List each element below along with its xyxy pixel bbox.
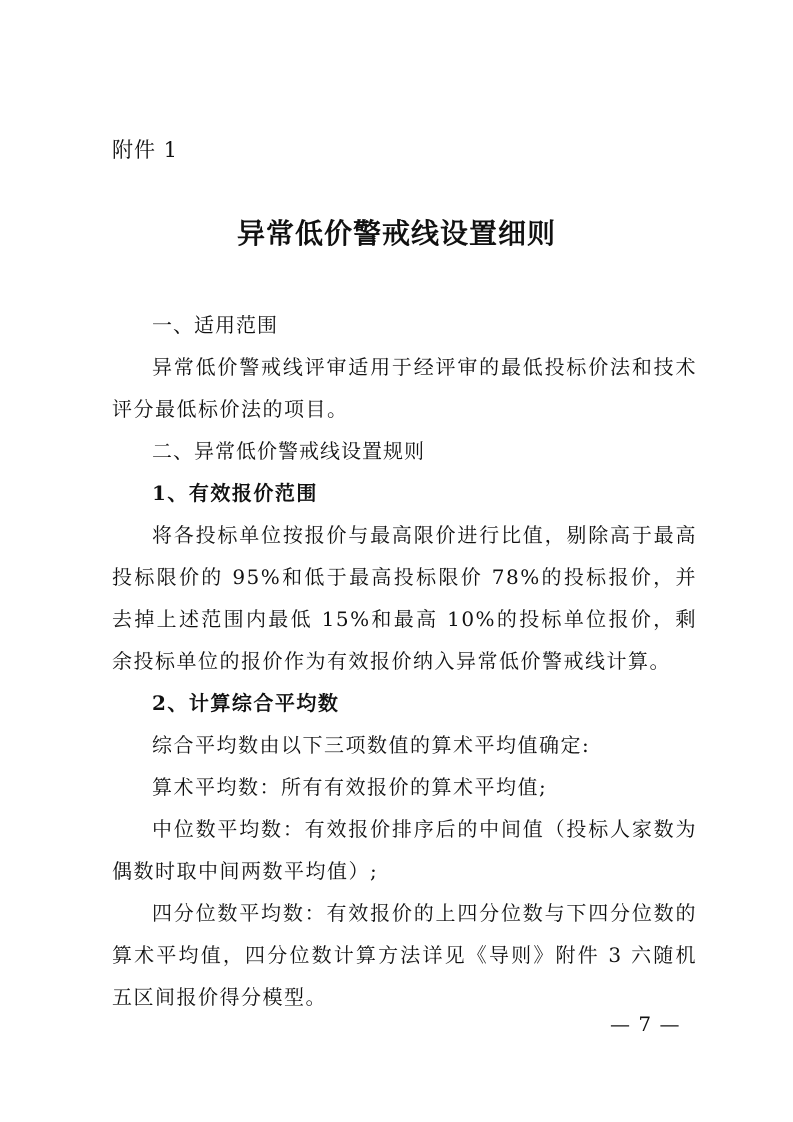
document-title: 异常低价警戒线设置细则 [236, 217, 556, 250]
paragraph-median: 中位数平均数：有效报价排序后的中间值（投标人家数为偶数时取中间两数平均值）; [112, 817, 697, 883]
paragraph-quartile: 四分位数平均数：有效报价的上四分位数与下四分位数的算术平均值，四分位数计算方法详见《导则》附件 3 六随机五区间报价得分模型。 [112, 901, 697, 1009]
paragraph-arithmetic-mean: 算术平均数：所有有效报价的算术平均值; [152, 775, 548, 799]
attachment-label: 附件 1 [112, 138, 179, 162]
subheading-valid-range: 1、有效报价范围 [152, 481, 318, 505]
page-number: — 7 — [610, 1012, 681, 1036]
section-heading-rules: 二、异常低价警戒线设置规则 [152, 439, 425, 463]
paragraph-average-intro: 综合平均数由以下三项数值的算术平均值确定: [152, 733, 591, 757]
paragraph-valid-range: 将各投标单位按报价与最高限价进行比值，剔除高于最高投标限价的 95%和低于最高投标限价 78%的投标报价，并去掉上述范围内最低 15%和最高 10%的投标单位报价，剩余投标单位的报价作为有效报价纳入异常低价警戒线计算。 [112, 523, 697, 673]
section-heading-scope: 一、适用范围 [152, 313, 278, 337]
subheading-average: 2、计算综合平均数 [152, 691, 340, 715]
paragraph-scope: 异常低价警戒线评审适用于经评审的最低投标价法和技术评分最低标价法的项目。 [112, 355, 697, 421]
document-body [112, 304, 697, 1018]
